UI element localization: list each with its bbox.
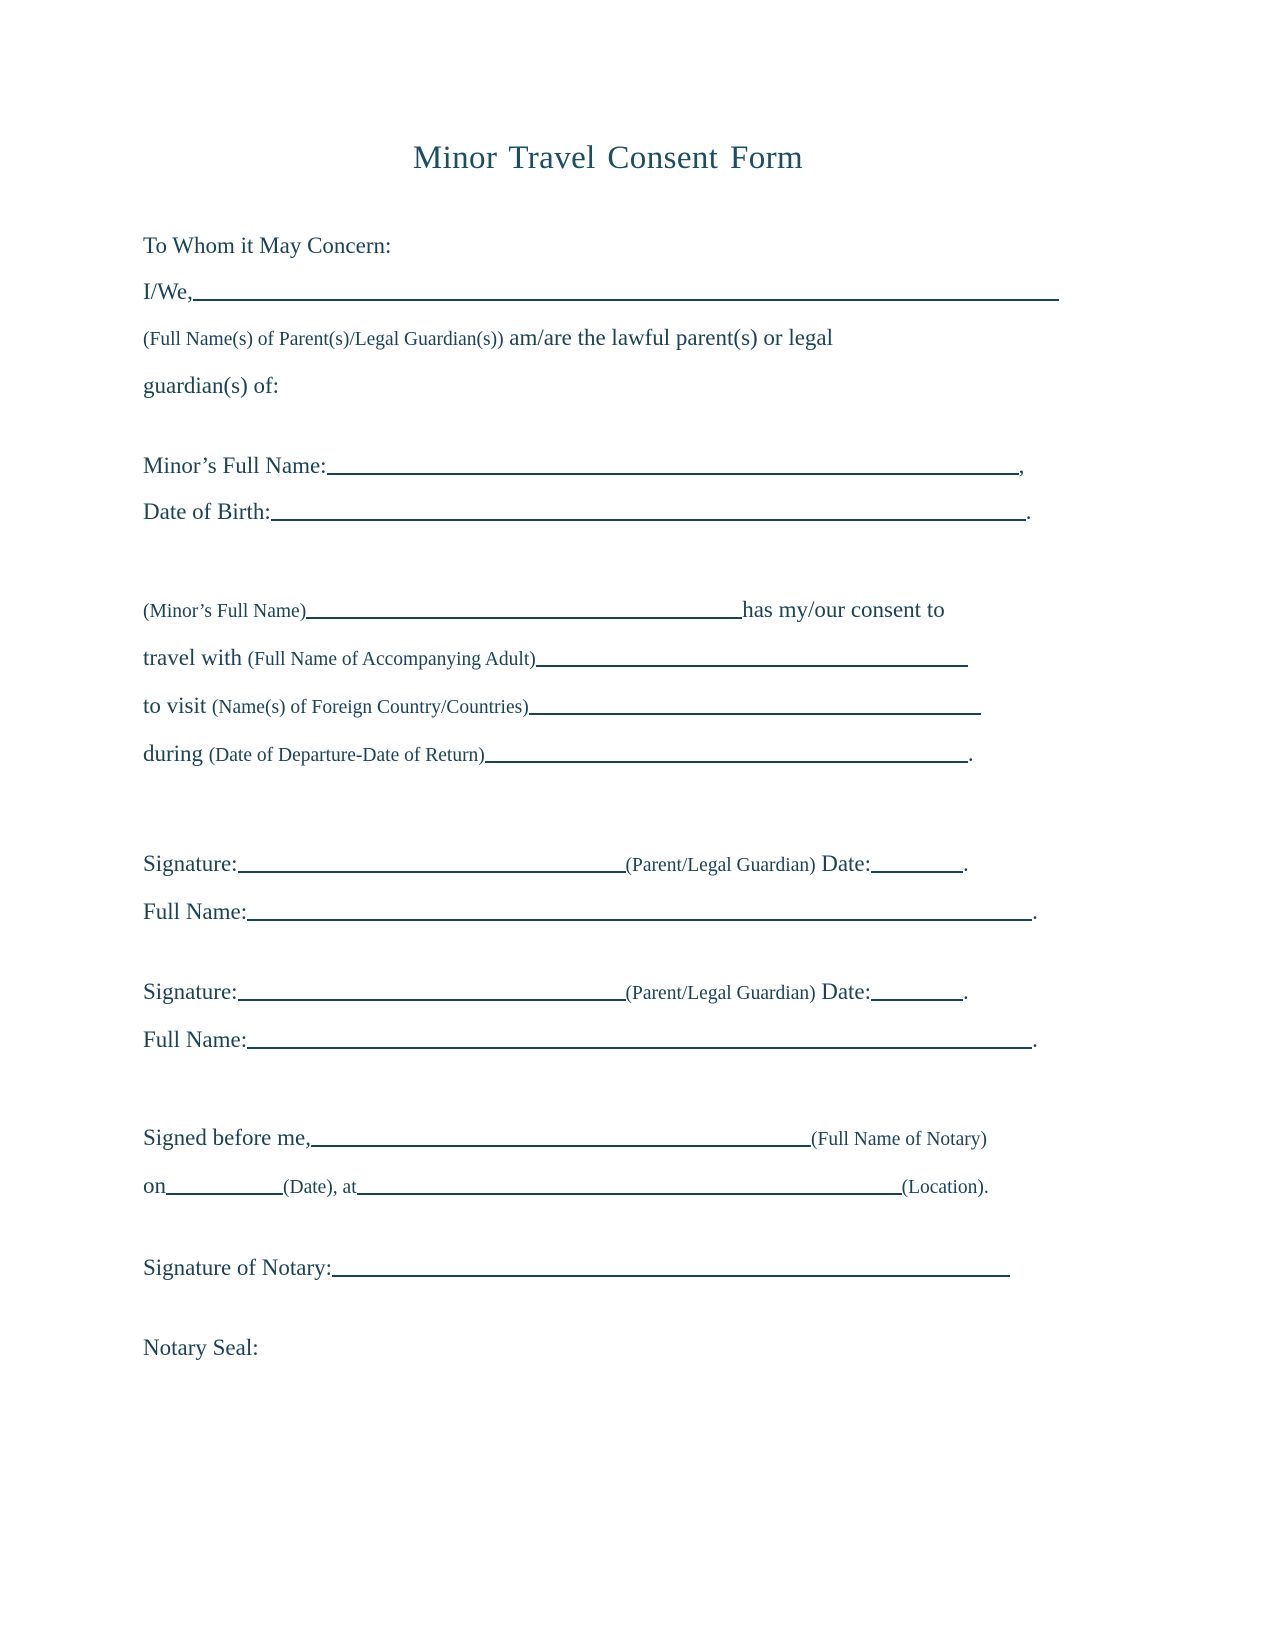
minor-name-trailing: ,	[1018, 453, 1025, 478]
spacer	[143, 779, 1073, 841]
notary-date-hint: (Date), at	[283, 1177, 357, 1198]
signature-date-blank[interactable]	[871, 978, 963, 1001]
iwe-label: I/We,	[143, 279, 193, 304]
fullname-blank[interactable]	[247, 898, 1032, 921]
notary-location-blank[interactable]	[357, 1172, 902, 1195]
travel-with-label: travel with	[143, 645, 242, 670]
minor-name-label: Minor’s Full Name:	[143, 453, 327, 478]
spacer	[143, 1211, 1073, 1245]
fullname-line-2	[143, 1017, 1073, 1063]
lawful-parent-line	[143, 315, 1073, 363]
signature-date-label: Date:	[821, 979, 872, 1004]
guardian-of-text: guardian(s) of:	[143, 373, 280, 398]
consent-minor-hint: (Minor’s Full Name)	[143, 601, 307, 622]
notary-signature-blank[interactable]	[332, 1254, 1010, 1277]
intro-block	[143, 223, 1073, 409]
during-trailing: .	[967, 741, 974, 766]
minor-dob-blank[interactable]	[271, 497, 1026, 521]
spacer	[143, 409, 1073, 443]
signed-before-line	[143, 1115, 1073, 1163]
accompanying-adult-hint: (Full Name of Accompanying Adult)	[247, 649, 536, 670]
consent-block	[143, 587, 1073, 779]
document-body	[143, 0, 1073, 1371]
notary-date-blank[interactable]	[166, 1172, 283, 1195]
on-label: on	[143, 1173, 166, 1198]
spacer	[143, 1291, 1073, 1325]
signature-block-1	[143, 841, 1073, 935]
signature-date-trailing: .	[963, 979, 969, 1004]
signature-date-blank[interactable]	[871, 850, 963, 873]
fullname-label: Full Name:	[143, 1027, 248, 1052]
signature-date-trailing: .	[963, 851, 969, 876]
to-visit-line	[143, 683, 1073, 731]
travel-dates-blank[interactable]	[485, 740, 968, 763]
country-blank[interactable]	[529, 692, 981, 715]
signature-date-label: Date:	[821, 851, 872, 876]
minor-dob-trailing: .	[1025, 499, 1032, 524]
signature-blank[interactable]	[238, 978, 626, 1001]
signed-before-label: Signed before me,	[143, 1125, 311, 1150]
minor-dob-line	[143, 489, 1073, 535]
fullname-trailing: .	[1032, 1027, 1038, 1052]
travel-dates-hint: (Date of Departure-Date of Return)	[208, 745, 485, 766]
notary-block	[143, 1115, 1073, 1371]
notary-name-hint: (Full Name of Notary)	[810, 1129, 987, 1150]
salutation-line	[143, 223, 1073, 269]
guardian-of-line	[143, 363, 1073, 409]
page-title: Minor Travel Consent Form	[412, 140, 804, 176]
signature-role-hint: (Parent/Legal Guardian)	[625, 983, 816, 1004]
spacer	[143, 1063, 1073, 1115]
to-visit-label: to visit	[143, 693, 207, 718]
notary-signature-line	[143, 1245, 1073, 1291]
fullname-trailing: .	[1032, 899, 1038, 924]
notary-seal-label: Notary Seal:	[143, 1335, 259, 1360]
minor-details-block	[143, 443, 1073, 535]
consent-minor-line	[143, 587, 1073, 635]
notary-seal-line	[143, 1325, 1073, 1371]
notary-location-hint: (Location).	[901, 1177, 989, 1198]
salutation-text: To Whom it May Concern:	[143, 233, 392, 258]
country-hint: (Name(s) of Foreign Country/Countries)	[211, 697, 529, 718]
minor-name-blank[interactable]	[327, 451, 1019, 475]
fullname-label: Full Name:	[143, 899, 248, 924]
minor-name-line	[143, 443, 1073, 489]
spacer	[143, 935, 1073, 969]
during-label: during	[143, 741, 204, 766]
lawful-parent-text: am/are the lawful parent(s) or legal	[509, 325, 834, 350]
minor-dob-label: Date of Birth:	[143, 499, 271, 524]
spacer	[143, 535, 1073, 587]
fullname-line-1	[143, 889, 1073, 935]
accompanying-adult-blank[interactable]	[536, 644, 968, 667]
during-line	[143, 731, 1073, 779]
notary-date-location-line	[143, 1163, 1073, 1211]
signature-block-2	[143, 969, 1073, 1063]
consent-minor-blank[interactable]	[306, 596, 742, 619]
fullname-blank[interactable]	[247, 1026, 1032, 1049]
consent-text: has my/our consent to	[742, 597, 945, 622]
notary-signature-label: Signature of Notary:	[143, 1255, 333, 1280]
signature-line-2	[143, 969, 1073, 1017]
notary-name-blank[interactable]	[311, 1124, 811, 1147]
signature-label: Signature:	[143, 979, 238, 1004]
signature-blank[interactable]	[238, 850, 626, 873]
parent-name-hint: (Full Name(s) of Parent(s)/Legal Guardian(s))	[143, 329, 504, 350]
signature-label: Signature:	[143, 851, 238, 876]
iwe-line	[143, 269, 1073, 315]
signature-line-1	[143, 841, 1073, 889]
signature-role-hint: (Parent/Legal Guardian)	[625, 855, 816, 876]
parent-names-blank[interactable]	[193, 277, 1059, 301]
travel-with-line	[143, 635, 1073, 683]
